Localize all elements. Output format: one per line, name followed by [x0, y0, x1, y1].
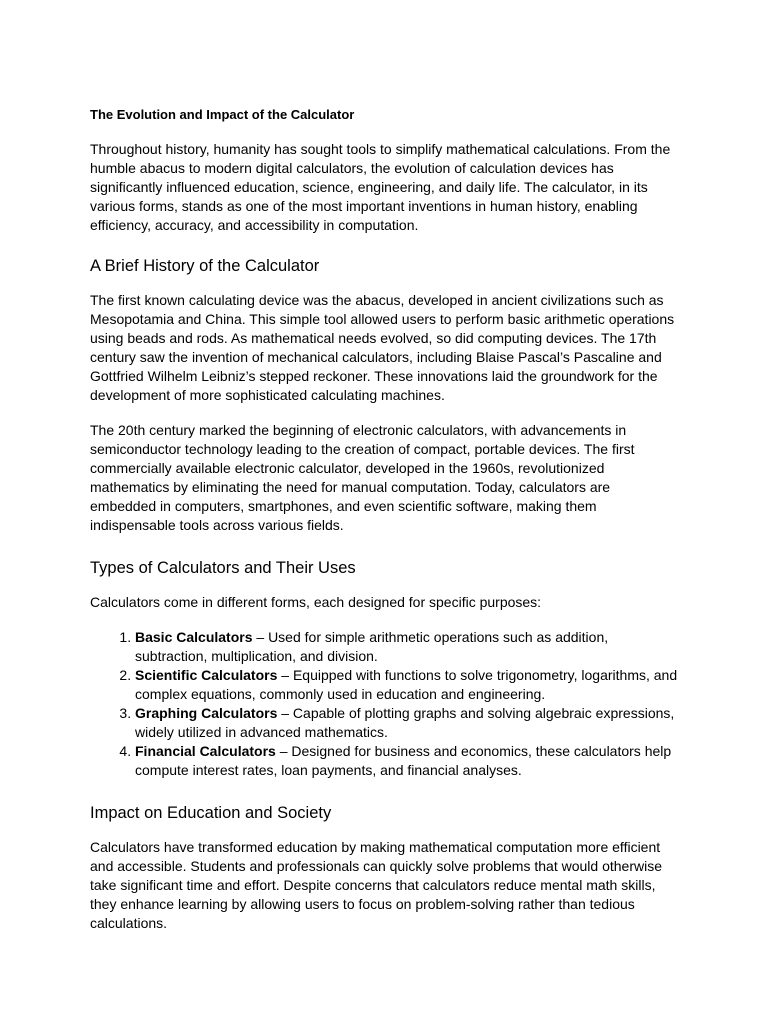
types-heading: Types of Calculators and Their Uses — [90, 559, 356, 577]
list-item-desc: – Equipped with functions to solve trigonometry, logarithms, and complex equations, commonly used in education and engineering. — [135, 667, 678, 702]
list-item-desc: – Designed for business and economics, these calculators help compute interest rates, loan payments, and financial analyses. — [135, 743, 672, 778]
list-item-term: Scientific Calculators — [135, 667, 278, 683]
list-item — [135, 704, 680, 742]
intro-paragraph: Throughout history, humanity has sought tools to simplify mathematical calculations. From the humble abacus to modern digital calculators, the evolution of calculation devices has significantly influenced education, science, engineering, and daily life. The calculator, in its various forms, stands as one of the most important inventions in human history, enabling efficiency, accuracy, and accessibility in computation. — [90, 141, 671, 233]
history-paragraph-2: The 20th century marked the beginning of electronic calculators, with advancements in semiconductor technology leading to the creation of compact, portable devices. The first commercially available electronic calculator, developed in the 1960s, revolutionized mathematics by eliminating the need for manual computation. Today, calculators are embedded in computers, smartphones, and even scientific software, making them indispensable tools across various fields. — [90, 422, 635, 533]
list-item-term: Financial Calculators — [135, 743, 276, 759]
impact-paragraph-1: Calculators have transformed education by making mathematical computation more efficient and accessible. Students and professionals can quickly solve problems that would otherwise take significant time and effort. Despite concerns that calculators reduce mental math skills, they enhance learning by allowing users to focus on problem-solving rather than tedious calculations. — [90, 839, 662, 931]
types-intro: Calculators come in different forms, each designed for specific purposes: — [90, 594, 542, 610]
list-item — [135, 742, 680, 780]
document-title: The Evolution and Impact of the Calculator — [90, 107, 355, 122]
list-item-term: Graphing Calculators — [135, 705, 278, 721]
list-item-desc: – Used for simple arithmetic operations such as addition, subtraction, multiplication, and division. — [135, 629, 609, 664]
history-paragraph-1: The first known calculating device was the abacus, developed in ancient civilizations such as Mesopotamia and China. This simple tool allowed users to perform basic arithmetic operations using beads and rods. As mathematical needs evolved, so did computing devices. The 17th century saw the invention of mechanical calculators, including Blaise Pascal’s Pascaline and Gottfried Wilhelm Leibniz’s stepped reckoner. These innovations laid the groundwork for the development of more sophisticated calculating machines. — [90, 292, 675, 403]
impact-heading: Impact on Education and Society — [90, 804, 332, 822]
calculator-types-list — [90, 628, 680, 780]
list-item — [135, 666, 680, 704]
list-item-desc: – Capable of plotting graphs and solving algebraic expressions, widely utilized in advanced mathematics. — [135, 705, 675, 740]
history-heading: A Brief History of the Calculator — [90, 257, 320, 275]
list-item — [135, 628, 680, 666]
list-item-term: Basic Calculators — [135, 629, 253, 645]
